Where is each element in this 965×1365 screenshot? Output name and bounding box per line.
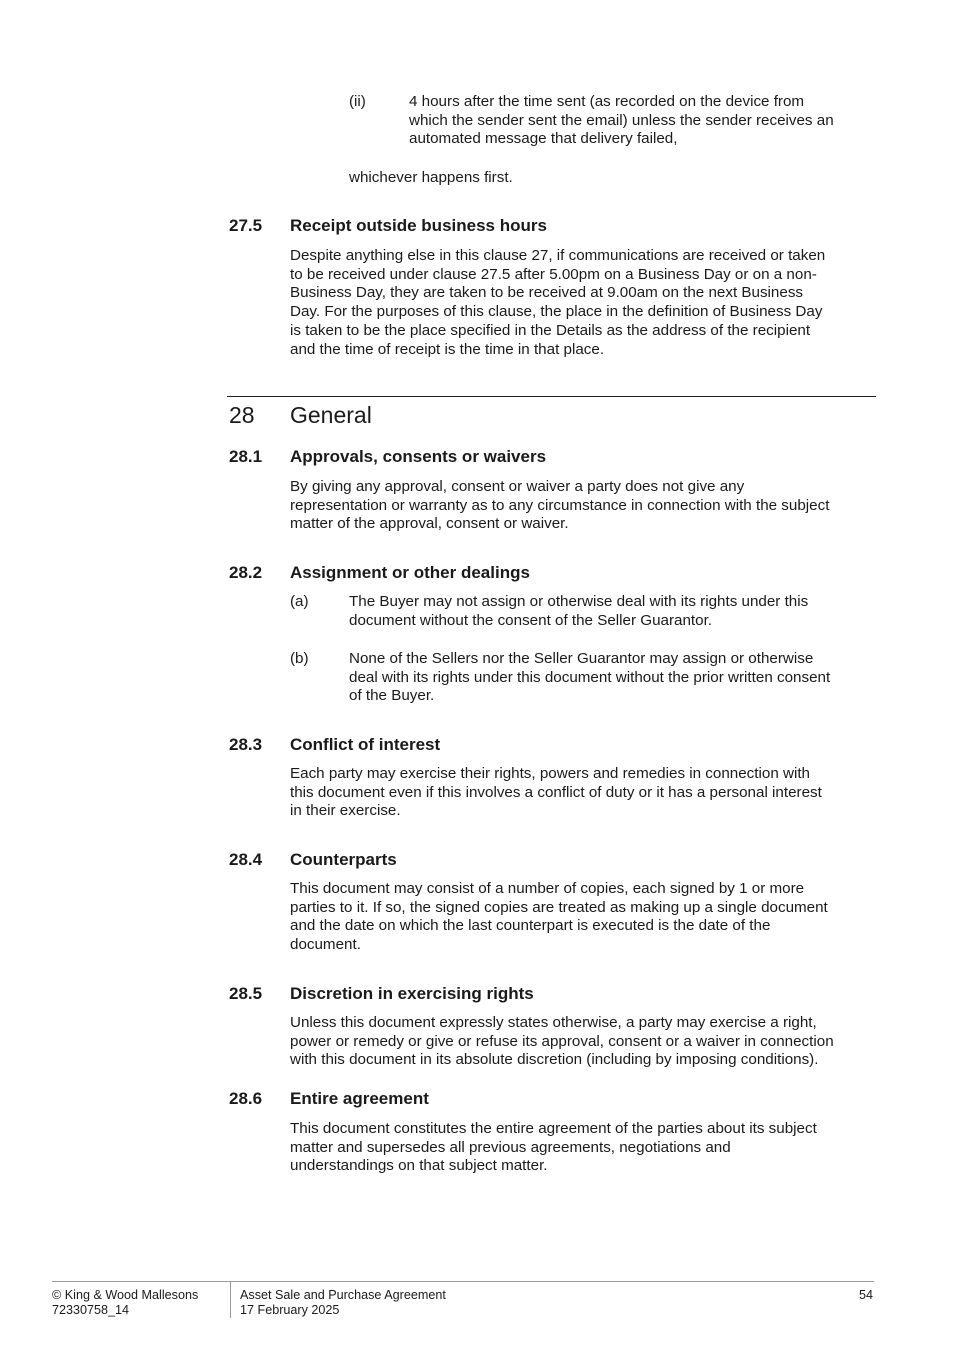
footer-document-info xyxy=(240,1288,446,1318)
sub-clause-label: (a) xyxy=(290,593,309,610)
text-line: power or remedy or give or refuse its approval, consent or a waiver in connection xyxy=(290,1032,834,1050)
text-line: None of the Sellers nor the Seller Guarantor may assign or otherwise xyxy=(349,650,814,667)
text-line: is taken to be the place specified in the Details as the address of the recipient xyxy=(290,321,811,339)
text-line: This document constitutes the entire agreement of the parties about its subject xyxy=(290,1120,817,1137)
clause-paragraph xyxy=(290,478,875,534)
clause-paragraph xyxy=(290,880,875,955)
text-line: and the time of receipt is the time in that place. xyxy=(290,340,605,358)
sub-clause-label: (ii) xyxy=(349,93,366,110)
text-line: Each party may exercise their rights, powers and remedies in connection with xyxy=(290,765,810,782)
clause-number: 28.4 xyxy=(229,850,263,869)
clause-heading: Discretion in exercising rights xyxy=(290,984,534,1003)
clause-heading: Conflict of interest xyxy=(290,735,441,754)
clause-paragraph xyxy=(290,1014,875,1070)
section-heading: General xyxy=(290,402,372,428)
text-line: this document even if this involves a conflict of duty or it has a personal interest xyxy=(290,783,822,801)
footer-date: 17 February 2025 xyxy=(240,1303,340,1317)
footer-document-id: 72330758_14 xyxy=(52,1303,130,1317)
text-line: representation or warranty as to any circumstance in connection with the subject xyxy=(290,496,830,514)
clause-number: 28.5 xyxy=(229,984,263,1003)
text-line: matter of the approval, consent or waiver. xyxy=(290,515,569,533)
clause-paragraph xyxy=(290,765,875,821)
text-line: understandings on that subject matter. xyxy=(290,1157,548,1175)
text-line: 4 hours after the time sent (as recorded on the device from xyxy=(409,93,805,110)
footer-column-divider xyxy=(230,1282,231,1318)
clause-paragraph xyxy=(290,247,875,359)
text-line: document. xyxy=(290,936,361,954)
clause-number: 28.3 xyxy=(229,735,263,754)
footer-divider xyxy=(52,1281,874,1282)
text-line: document without the consent of the Seller Guarantor. xyxy=(349,611,713,629)
clause-number: 27.5 xyxy=(229,216,263,235)
text-line: in their exercise. xyxy=(290,802,401,820)
clause-heading: Assignment or other dealings xyxy=(290,563,530,582)
whichever-text: whichever happens first. xyxy=(349,169,513,186)
text-line: matter and supersedes all previous agreements, negotiations and xyxy=(290,1138,731,1156)
text-line: and the date on which the last counterpart is executed is the date of the xyxy=(290,917,771,935)
sub-clause-text xyxy=(349,650,874,706)
text-line: Despite anything else in this clause 27, if communications are received or taken xyxy=(290,247,826,264)
clause-heading: Entire agreement xyxy=(290,1089,429,1108)
text-line: automated message that delivery failed, xyxy=(409,130,678,148)
clause-number: 28.1 xyxy=(229,447,263,466)
sub-clause-text xyxy=(409,93,879,149)
text-line: with this document in its absolute discretion (including by imposing conditions). xyxy=(290,1051,819,1069)
page-number: 54 xyxy=(858,1288,873,1302)
text-line: which the sender sent the email) unless the sender receives an xyxy=(409,111,834,129)
footer-firm xyxy=(52,1288,198,1318)
footer-document-title: Asset Sale and Purchase Agreement xyxy=(240,1288,446,1302)
sub-clause-text xyxy=(349,593,874,630)
clause-heading: Receipt outside business hours xyxy=(290,216,547,235)
text-line: This document may consist of a number of copies, each signed by 1 or more xyxy=(290,880,805,897)
text-line: deal with its rights under this document without the prior written consent xyxy=(349,668,831,686)
section-divider xyxy=(227,396,876,397)
text-line: Business Day, they are taken to be received at 9.00am on the next Business xyxy=(290,284,804,302)
sub-clause-label: (b) xyxy=(290,650,309,667)
clause-heading: Approvals, consents or waivers xyxy=(290,447,547,466)
clause-number: 28.2 xyxy=(229,563,263,582)
text-line: Day. For the purposes of this clause, the place in the definition of Business Day xyxy=(290,303,823,321)
text-line: By giving any approval, consent or waiver a party does not give any xyxy=(290,478,745,495)
text-line: to be received under clause 27.5 after 5.00pm on a Business Day or on a non- xyxy=(290,265,817,283)
clause-heading: Counterparts xyxy=(290,850,397,869)
clause-number: 28.6 xyxy=(229,1089,263,1108)
section-number: 28 xyxy=(229,402,255,428)
text-line: parties to it. If so, the signed copies are treated as making up a single document xyxy=(290,898,828,916)
text-line: The Buyer may not assign or otherwise deal with its rights under this xyxy=(349,593,809,610)
clause-paragraph xyxy=(290,1120,875,1176)
footer-firm-name: © King & Wood Mallesons xyxy=(52,1288,199,1302)
text-line: of the Buyer. xyxy=(349,687,435,705)
text-line: Unless this document expressly states otherwise, a party may exercise a right, xyxy=(290,1014,817,1031)
